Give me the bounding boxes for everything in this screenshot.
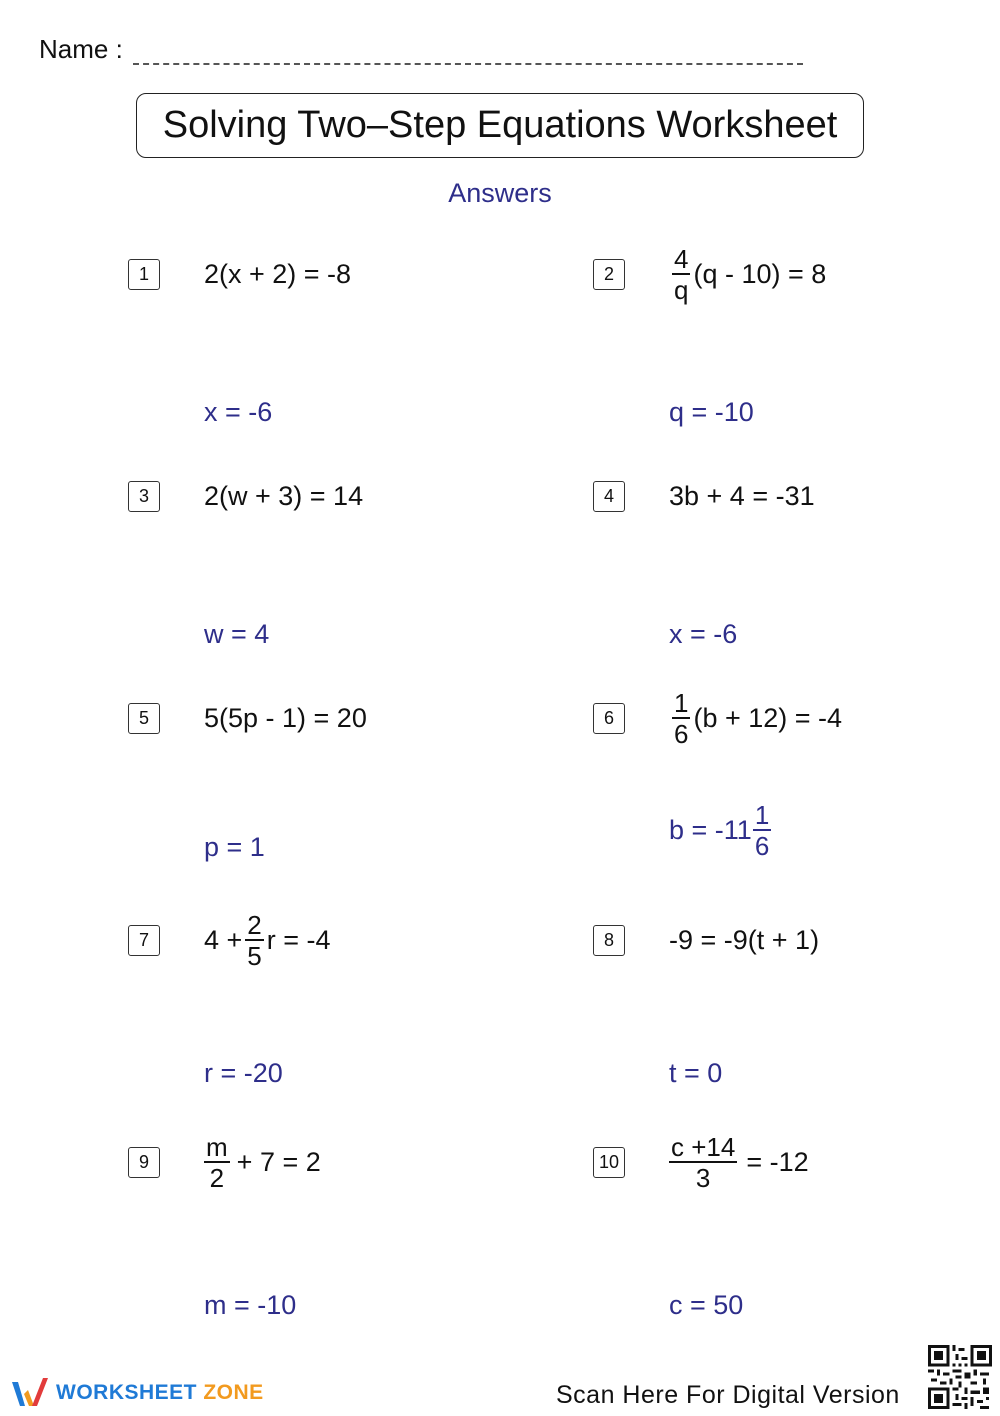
equation: 3b + 4 = -31 — [669, 480, 815, 511]
equation-rest: r = -4 — [266, 924, 331, 955]
logo-text — [56, 1381, 264, 1405]
name-input-line[interactable] — [133, 39, 803, 65]
answer: p = 1 — [204, 831, 265, 862]
answer: x = -6 — [669, 618, 738, 649]
answer: x = -6 — [204, 396, 273, 427]
worksheet-title — [136, 93, 864, 158]
fraction-denominator: 3 — [695, 1162, 711, 1193]
fraction-denominator: 2 — [209, 1162, 225, 1193]
problem-5 — [128, 696, 568, 886]
fraction-denominator: 6 — [754, 830, 770, 861]
name-row — [39, 34, 803, 65]
logo-text-part2: ZONE — [203, 1381, 264, 1404]
equation — [669, 243, 827, 305]
name-label: Name : — [39, 34, 123, 64]
problem-8 — [593, 918, 1000, 1108]
qr-code-icon[interactable] — [928, 1345, 992, 1409]
answer: m = -10 — [204, 1289, 297, 1320]
equation: 2(x + 2) = -8 — [204, 258, 352, 289]
logo-text-part1: WORKSHEET — [56, 1381, 197, 1404]
problem-number: 1 — [128, 259, 160, 290]
answer — [669, 799, 774, 861]
problem-7 — [128, 909, 568, 1108]
fraction — [204, 1131, 230, 1193]
equation — [669, 1131, 809, 1193]
equation-rest: (b + 12) = -4 — [693, 702, 843, 733]
problem-4 — [593, 474, 1000, 664]
equation — [204, 909, 331, 971]
fraction-numerator: m — [206, 1131, 228, 1162]
problem-number: 2 — [593, 259, 625, 290]
problem-number: 8 — [593, 925, 625, 956]
fraction — [672, 243, 690, 305]
problem-number: 7 — [128, 925, 160, 956]
title-text: Solving Two–Step Equations Worksheet — [162, 104, 838, 146]
problem-3 — [128, 474, 568, 664]
equation: 5(5p - 1) = 20 — [204, 702, 367, 733]
answers-heading: Answers — [448, 178, 552, 208]
problem-6 — [593, 687, 1000, 886]
fraction-numerator: c +14 — [671, 1131, 736, 1162]
problem-number: 3 — [128, 481, 160, 512]
fraction-numerator: 1 — [754, 799, 770, 830]
fraction — [669, 1131, 737, 1193]
equation-prefix: 4 + — [204, 924, 243, 955]
answer: r = -20 — [204, 1057, 283, 1088]
problem-number: 5 — [128, 703, 160, 734]
problem-10 — [593, 1131, 1000, 1330]
answer-whole: b = -11 — [669, 814, 752, 845]
equation-rest: = -12 — [746, 1146, 809, 1177]
problem-number: 6 — [593, 703, 625, 734]
equation — [204, 1131, 321, 1193]
answer: t = 0 — [669, 1057, 723, 1088]
fraction-denominator: q — [674, 274, 689, 305]
fraction-denominator: 6 — [674, 718, 689, 749]
fraction-numerator: 4 — [674, 243, 689, 274]
scan-caption: Scan Here For Digital Version — [556, 1381, 900, 1409]
equation-rest: + 7 = 2 — [236, 1146, 321, 1177]
answer: w = 4 — [204, 618, 270, 649]
fraction — [245, 909, 263, 971]
equation: -9 = -9(t + 1) — [669, 924, 820, 955]
problem-number: 10 — [593, 1147, 625, 1178]
problem-number: 9 — [128, 1147, 160, 1178]
answer: c = 50 — [669, 1289, 744, 1320]
equation: 2(w + 3) = 14 — [204, 480, 364, 511]
problem-1 — [128, 252, 568, 442]
answer-fraction — [753, 799, 771, 861]
answer: q = -10 — [669, 396, 754, 427]
equation-rest: (q - 10) = 8 — [693, 258, 827, 289]
worksheet-zone-logo[interactable] — [10, 1376, 264, 1410]
fraction-denominator: 5 — [247, 940, 262, 971]
equation — [669, 687, 843, 749]
worksheet-zone-logo-icon — [10, 1376, 50, 1410]
fraction-numerator: 1 — [674, 687, 689, 718]
problem-2 — [593, 243, 1000, 442]
problem-9 — [128, 1131, 568, 1330]
fraction — [672, 687, 690, 749]
problem-number: 4 — [593, 481, 625, 512]
fraction-numerator: 2 — [247, 909, 262, 940]
